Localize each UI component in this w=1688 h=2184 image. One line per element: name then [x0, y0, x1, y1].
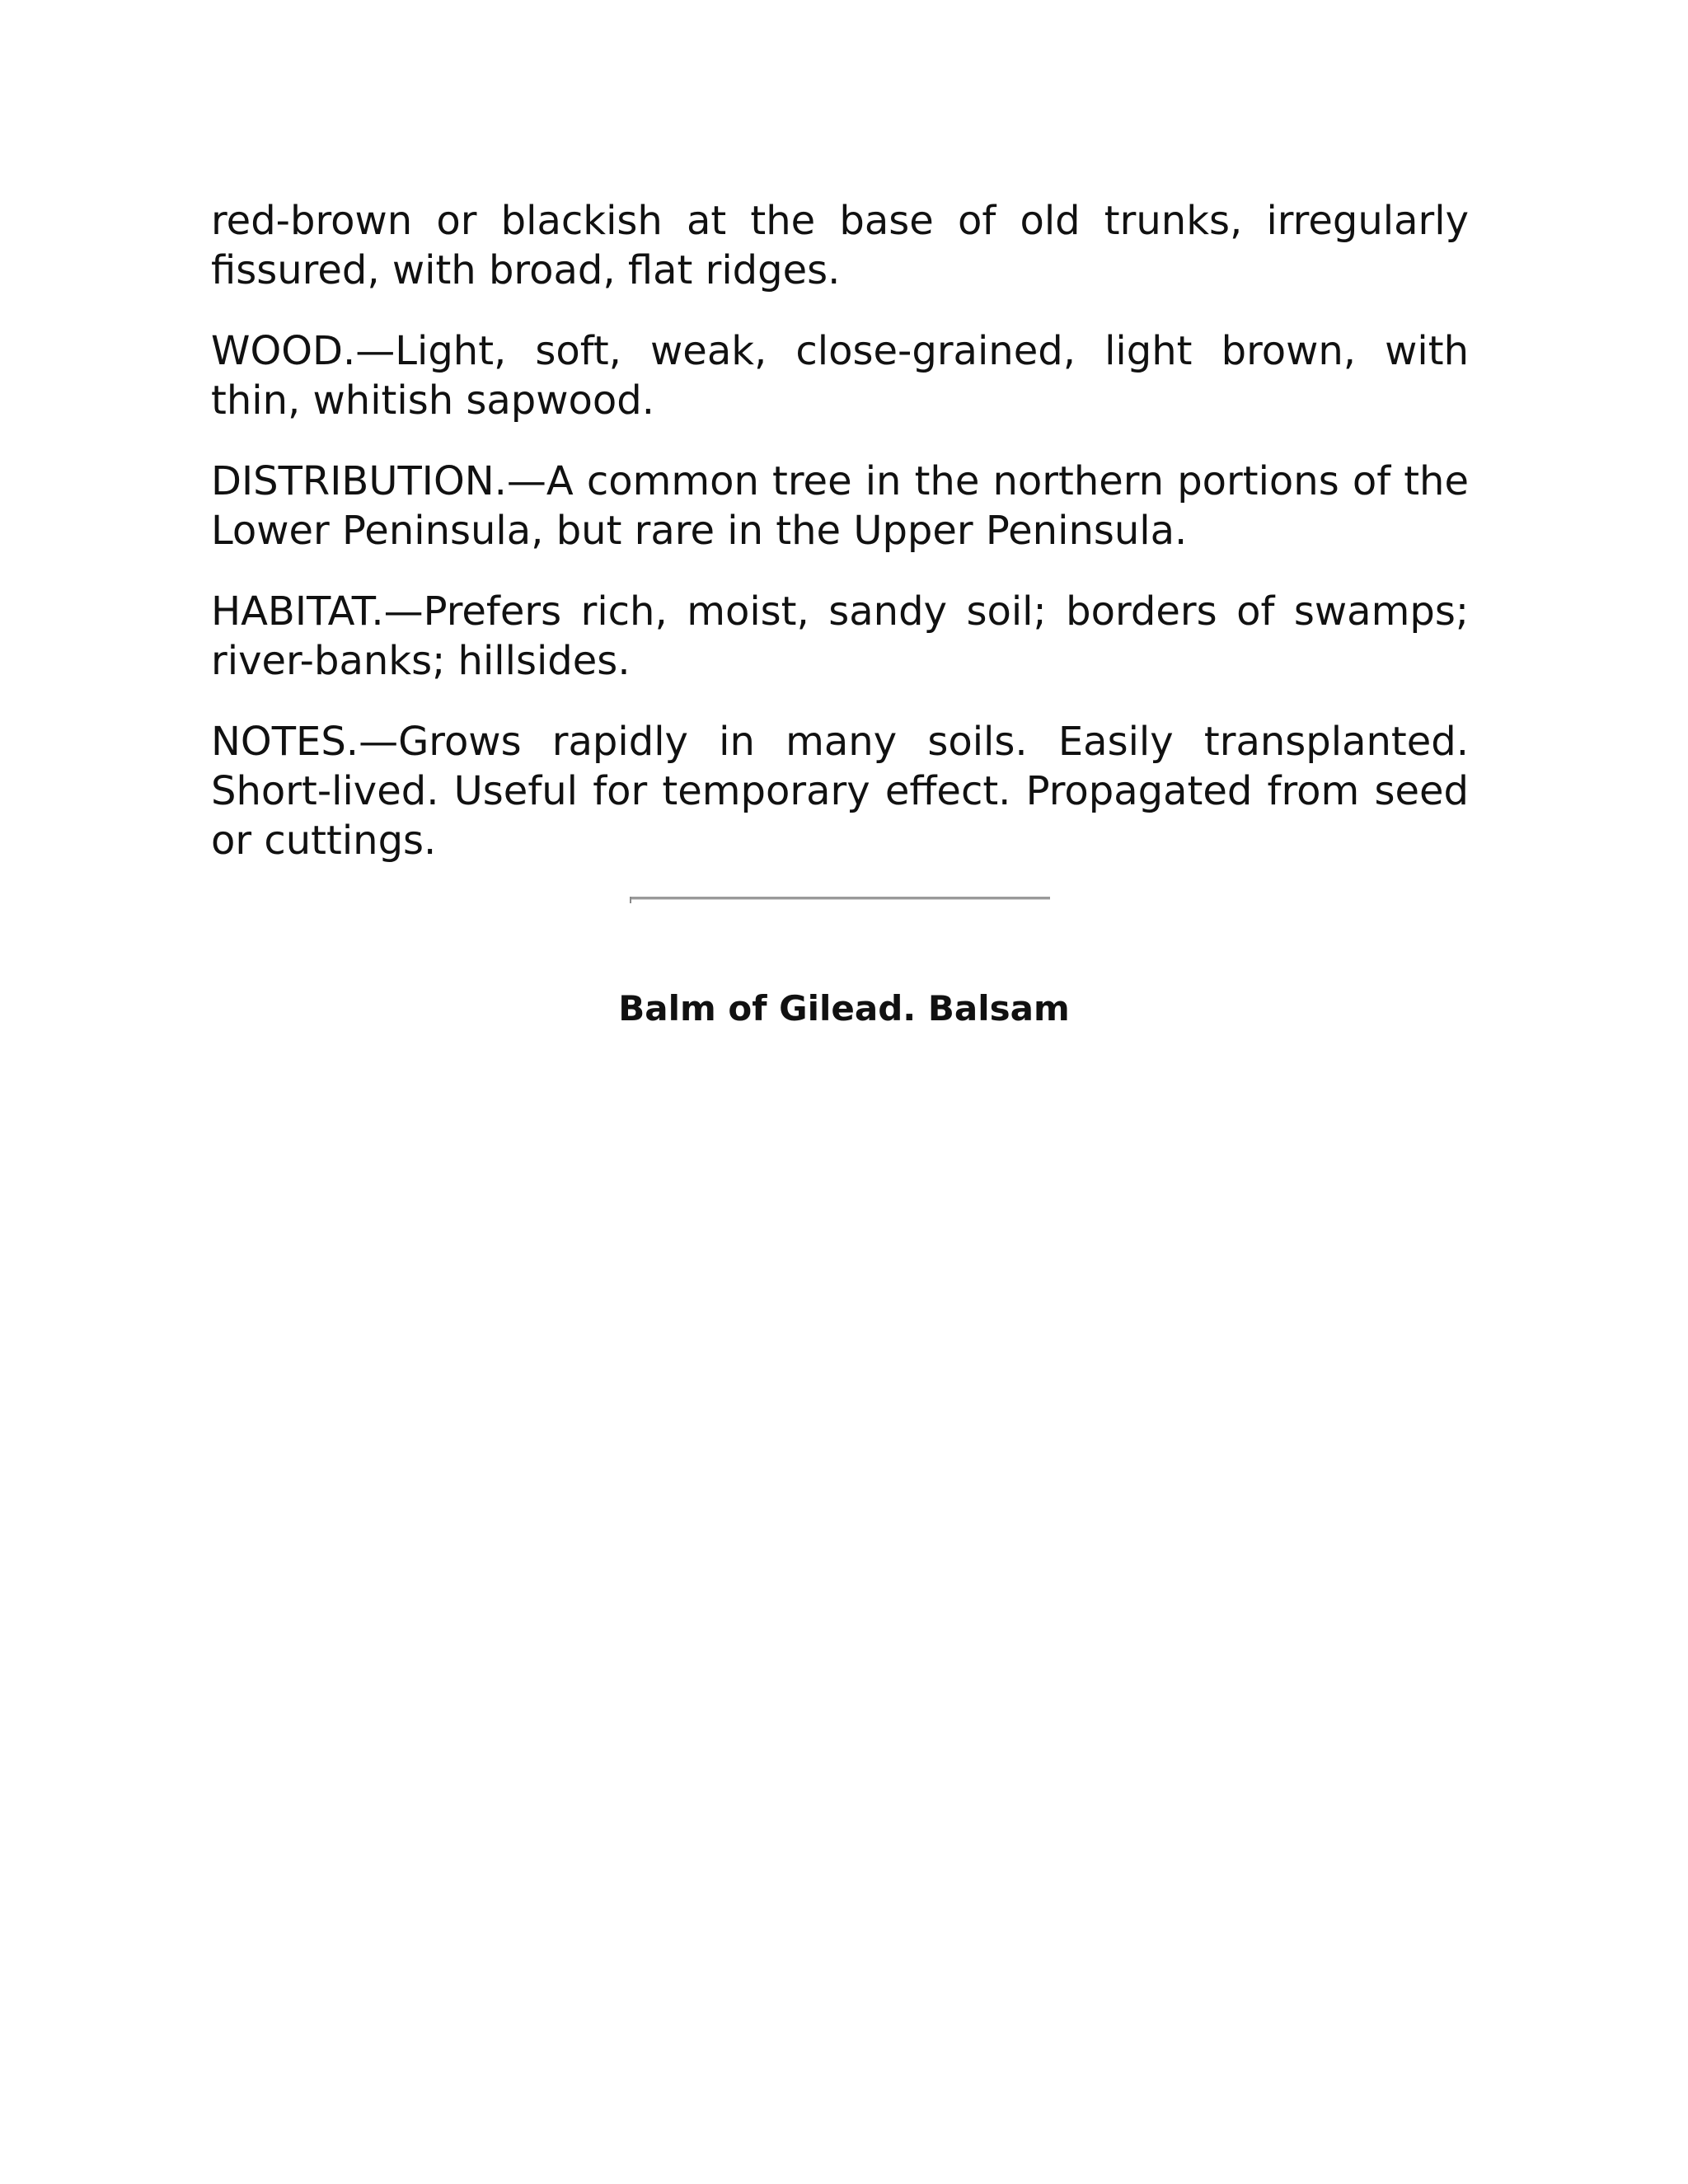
- paragraph-habitat: HABITAT.—Prefers rich, moist, sandy soil; borders of swamps; river-banks; hillsides.: [211, 588, 1469, 684]
- section-divider: [630, 897, 1050, 900]
- section-heading: Balm of Gilead. Balsam: [618, 988, 1070, 1029]
- paragraph-wood: WOOD.—Light, soft, weak, close-grained, light brown, with thin, whitish sapwood.: [211, 328, 1469, 424]
- body-text: [211, 196, 1469, 897]
- paragraph-bark-continued: red-brown or blackish at the base of old trunks, irregularly fissured, with broad, flat ridges.: [211, 198, 1469, 293]
- paragraph-distribution: DISTRIBUTION.—A common tree in the northern portions of the Lower Peninsula, but rare in the Upper Peninsula.: [211, 458, 1469, 554]
- paragraph-notes: NOTES.—Grows rapidly in many soils. Easily transplanted. Short-lived. Useful for temporary effect. Propagated from seed or cuttings.: [211, 719, 1469, 864]
